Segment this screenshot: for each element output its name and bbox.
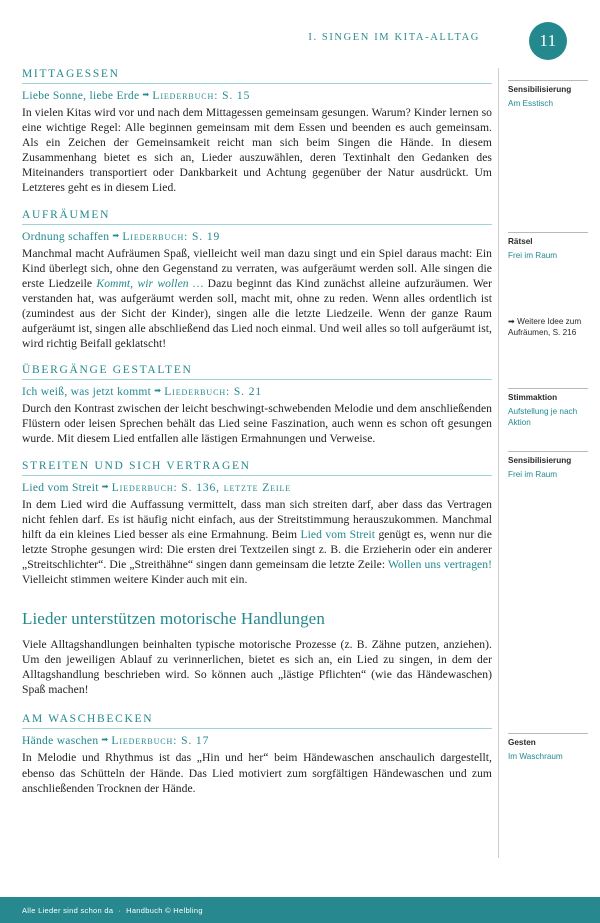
page-header	[0, 22, 600, 68]
section-mittagessen	[22, 68, 492, 196]
footer-publisher: Handbuch © Helbling	[126, 905, 203, 915]
section-body: Durch den Kontrast zwischen der leicht beschwingt-schwebenden Melodie und dem anschließenden Flüstern oder leisen Sprechen behält das Lied seine Faszination, auch wenn es schon oft gesungen wurde. Mit diesem Lied entfallen alle lästigen Ermahnungen und Verweise.	[22, 402, 492, 446]
section-aufraeumen	[22, 209, 492, 352]
running-head: I. SINGEN IM KITA-ALLTAG	[308, 32, 480, 43]
arrow-icon: ➡	[101, 481, 109, 491]
sidebar-item-title: Sensibilisierung	[508, 451, 588, 466]
sidebar-item-raetsel	[508, 232, 588, 261]
section-title: ÜBERGÄNGE GESTALTEN	[22, 364, 492, 380]
section-uebergaenge	[22, 364, 492, 446]
arrow-icon: ➡	[154, 386, 162, 396]
sidebar-item-title: Stimmaktion	[508, 388, 588, 403]
footer-separator: ·	[118, 905, 122, 915]
song-reference-line	[22, 735, 492, 747]
body-song-link-2: Wollen uns vertragen!	[387, 557, 493, 571]
body-part-1: In dem Lied wird die Auffassung vermittelt, dass man sich streiten darf, aber dass das Vertragen nicht fehlen darf. Es ist häufig nicht einfach, aus der Streitstimmung herauszukommen. Manchmal hilft da ein kleines Lied besser als eine Ermahnung. Beim	[22, 497, 492, 541]
song-reference-line	[22, 386, 492, 398]
song-title: Liebe Sonne, liebe Erde	[22, 90, 140, 102]
sidebar-item-text: Aufstellung je nach Aktion	[508, 407, 578, 427]
sidebar-item-stimmaktion	[508, 388, 588, 428]
song-reference-line	[22, 90, 492, 102]
main-content	[22, 68, 492, 809]
song-source: Liederbuch: S. 17	[111, 735, 210, 748]
arrow-icon: ➡	[101, 735, 109, 745]
sidebar-item-title: Rätsel	[508, 232, 588, 247]
section-body	[22, 246, 492, 352]
song-source: Liederbuch: S. 19	[122, 230, 221, 243]
sidebar-item-gesten	[508, 733, 588, 762]
page-number-badge: 11	[529, 22, 567, 60]
sidebar-item-title: Gesten	[508, 733, 588, 748]
song-source: Liederbuch: S. 15	[152, 90, 251, 102]
footer-title: Alle Lieder sind schon da	[22, 905, 114, 915]
section-body: In vielen Kitas wird vor und nach dem Mittagessen gemeinsam gesungen. Warum? Kinder lernen so eine wichtige Regel: Alle beginnen gemeinsam mit dem Essen und beenden es auch gemeinsam. Als ein Zeichen der Gemeinsamkeit reicht man sich beim Singen die Hände. In diesem Zusammenhang bietet es sich an, Lieder auszuwählen, deren Textinhalt den Gedanken des Miteinanders transportiert oder Dankbarkeit und Achtung gegenüber der Natur ausdrückt. Um Letzteres geht es in diesem Lied.	[22, 106, 492, 195]
subheading-body: Viele Alltagshandlungen beinhalten typische motorische Prozesse (z. B. Zähne putzen, anziehen). Um den jeweiligen Ablauf zu verinnerlichen, bietet es sich an, ein Lied zu singen, in dem der Alltagshandlung beschrieben wird. So können auch „lästige Pflichten“ (wie das Händewaschen) Spaß machen!	[22, 638, 492, 697]
section-body: In Melodie und Rhythmus ist das „Hin und her“ beim Händewaschen anschaulich dargestellt, ebenso das Schütteln der Hände. Das Lied motiviert zum sorgfältigen Händewaschen und zum anschließenden Trocknen der Hände.	[22, 751, 492, 795]
sidebar-item-weitere-idee	[508, 316, 588, 338]
section-title: MITTAGESSEN	[22, 68, 492, 84]
song-reference-line	[22, 231, 492, 243]
song-title: Ordnung schaffen	[22, 230, 110, 243]
song-title: Lied vom Streit	[22, 481, 99, 494]
section-title: AUFRÄUMEN	[22, 209, 492, 225]
section-streiten	[22, 460, 492, 588]
body-song-link-1: Lied vom Streit	[300, 527, 376, 541]
arrow-icon: ➡	[112, 230, 120, 240]
page-footer	[0, 897, 600, 923]
sidebar-item-text: Frei im Raum	[508, 251, 558, 260]
body-quote: Kommt, wir wollen …	[96, 276, 204, 290]
body-part-2: Dazu beginnt das Kind zunächst alleine aufzuräumen. Wer verstanden hat, was aufgeräumt werden soll, macht mit, ohne zu reden. Wenn alles ordentlich ist (zumindest aus der Sicht der Kinder), singen alle die letzte Liedzeile. Wenn der ganze Raum aufgeräumt ist, singen alle abschließend das Lied noch einmal. Und weil alles so toll aufgeräumt ist, wird richtig Beifall geklatscht!	[22, 276, 493, 351]
sidebar-item-text: Frei im Raum	[508, 470, 558, 479]
section-body	[22, 497, 492, 588]
page-subheading: Lieder unterstützen motorische Handlungen	[22, 609, 325, 629]
song-source: Liederbuch: S. 21	[164, 386, 263, 399]
song-source: Liederbuch: S. 136, letzte Zeile	[111, 481, 292, 494]
section-title: STREITEN UND SICH VERTRAGEN	[22, 460, 492, 476]
song-title: Ich weiß, was jetzt kommt	[22, 386, 152, 399]
sidebar-cross-reference: ➡ Weitere Idee zum Aufräumen, S. 216	[508, 317, 582, 337]
sidebar-item-text: Am Esstisch	[508, 99, 554, 108]
body-part-3: Vielleicht stimmen weitere Kinder auch mit ein.	[22, 572, 248, 586]
sidebar-divider	[498, 68, 499, 858]
song-reference-line	[22, 482, 492, 494]
section-am-waschbecken	[22, 713, 492, 795]
sidebar-item-sensibilisierung-raum	[508, 451, 588, 480]
song-title: Hände waschen	[22, 735, 99, 748]
sidebar-item-title: Sensibilisierung	[508, 80, 588, 95]
sidebar-item-sensibilisierung-esstisch	[508, 80, 588, 109]
section-title: AM WASCHBECKEN	[22, 713, 492, 729]
body-part-1: Manchmal macht Aufräumen Spaß, vielleicht weil man dazu singt und ein Spiel daraus macht: Ein Kind überlegt sich, ohne den Gegenstand zu verraten, was aufgeräumt werden soll. Alle singen die erste Liedzeile	[22, 246, 492, 290]
body-part-2: genügt es, wenn nur die letzte Strophe gesungen wird: Die ersten drei Textzeilen singt z. B. die Erzieherin oder ein anderer „Streitschlichter“. Die „Streithähne“ singen dann gemeinsam die letzte Zeile:	[22, 527, 492, 571]
arrow-icon: ➡	[142, 90, 150, 99]
sidebar-item-text: Im Waschraum	[508, 752, 563, 761]
